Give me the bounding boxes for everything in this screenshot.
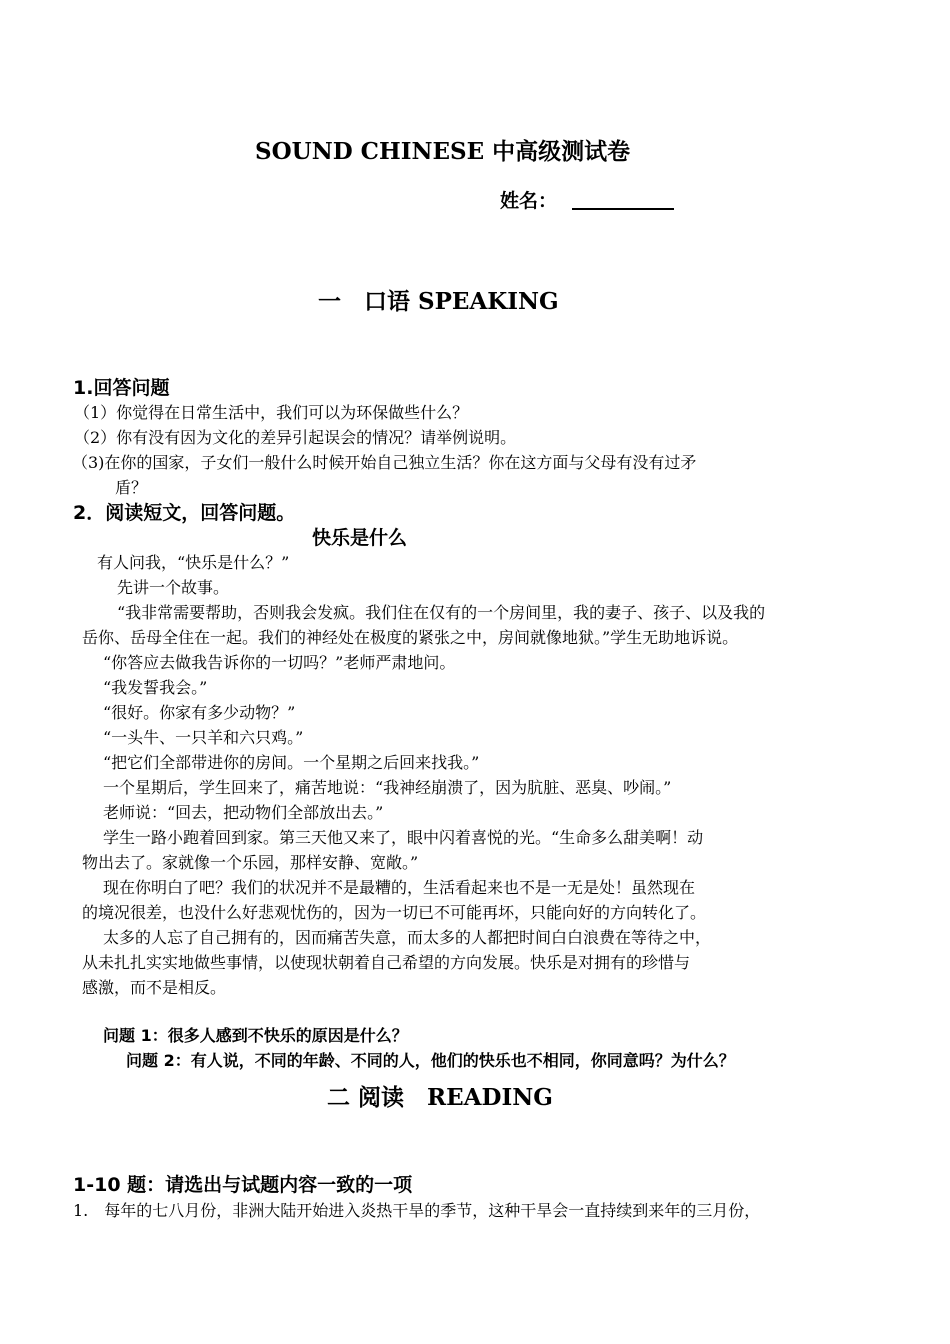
section-speaking-heading: 一 口语 SPEAKING: [318, 288, 559, 315]
q1-item-2: （2）你有没有因为文化的差异引起误会的情况？请举例说明。: [74, 428, 517, 447]
story-line: 现在你明白了吧？我们的状况并不是最糟的，生活看起来也不是一无是处！虽然现在: [103, 878, 696, 897]
story-line: “一头牛、一只羊和六只鸡。”: [103, 728, 304, 747]
section-reading-heading: 二 阅读 READING: [327, 1084, 553, 1111]
story-line: 先讲一个故事。: [117, 578, 230, 597]
story-line: 老师说：“回去，把动物们全部放出去。”: [103, 803, 384, 822]
story-line: 岳你、岳母全住在一起。我们的神经处在极度的紧张之中，房间就像地狱。”学生无助地诉说。: [82, 628, 739, 647]
name-blank-line[interactable]: [572, 208, 674, 210]
story-line: 学生一路小跑着回到家。第三天他又来了，眼中闪着喜悦的光。“生命多么甜美啊！动: [103, 828, 704, 847]
story-line: 太多的人忘了自己拥有的，因而痛苦失意，而太多的人都把时间白白浪费在等待之中，: [103, 928, 712, 947]
q1-item-1: （1）你觉得在日常生活中，我们可以为环保做些什么？: [74, 403, 469, 422]
document-title: SOUND CHINESE 中高级测试卷: [255, 138, 631, 165]
story-line: 有人问我，“快乐是什么？”: [97, 553, 290, 572]
story-question-2: 问题 2：有人说，不同的年龄、不同的人，他们的快乐也不相同，你同意吗？为什么？: [126, 1051, 735, 1070]
q1-heading: 1.回答问题: [73, 377, 170, 399]
story-line: 一个星期后，学生回来了，痛苦地说：“我神经崩溃了，因为肮脏、恶臭、吵闹。”: [103, 778, 672, 797]
story-question-1: 问题 1：很多人感到不快乐的原因是什么？: [103, 1026, 408, 1045]
q2-heading: 2．阅读短文，回答问题。: [73, 502, 296, 524]
story-line: “你答应去做我告诉你的一切吗？”老师严肃地问。: [103, 653, 456, 672]
q1-item-3-cont: 盾？: [115, 478, 148, 497]
story-line: “我发誓我会。”: [103, 678, 208, 697]
reading-instruction: 1-10 题：请选出与试题内容一致的一项: [73, 1174, 413, 1196]
story-title: 快乐是什么: [312, 527, 408, 549]
story-line: 感激，而不是相反。: [82, 978, 227, 997]
story-line: “我非常需要帮助，否则我会发疯。我们住在仅有的一个房间里，我的妻子、孩子、以及我的: [117, 603, 766, 622]
story-line: 的境况很差，也没什么好悲观忧伤的，因为一切已不可能再坏，只能向好的方向转化了。: [82, 903, 707, 922]
story-line: “很好。你家有多少动物？”: [103, 703, 296, 722]
reading-item-1: 1. 每年的七八月份，非洲大陆开始进入炎热干旱的季节，这种干旱会一直持续到来年的三月份，: [73, 1201, 761, 1220]
story-line: 物出去了。家就像一个乐园，那样安静、宽敞。”: [82, 853, 419, 872]
story-line: “把它们全部带进你的房间。一个星期之后回来找我。”: [103, 753, 480, 772]
q1-item-3: （3)在你的国家，子女们一般什么时候开始自己独立生活？你在这方面与父母有没有过矛: [72, 453, 697, 472]
story-line: 从未扎扎实实地做些事情，以使现状朝着自己希望的方向发展。快乐是对拥有的珍惜与: [82, 953, 691, 972]
name-label: 姓名：: [500, 190, 558, 212]
